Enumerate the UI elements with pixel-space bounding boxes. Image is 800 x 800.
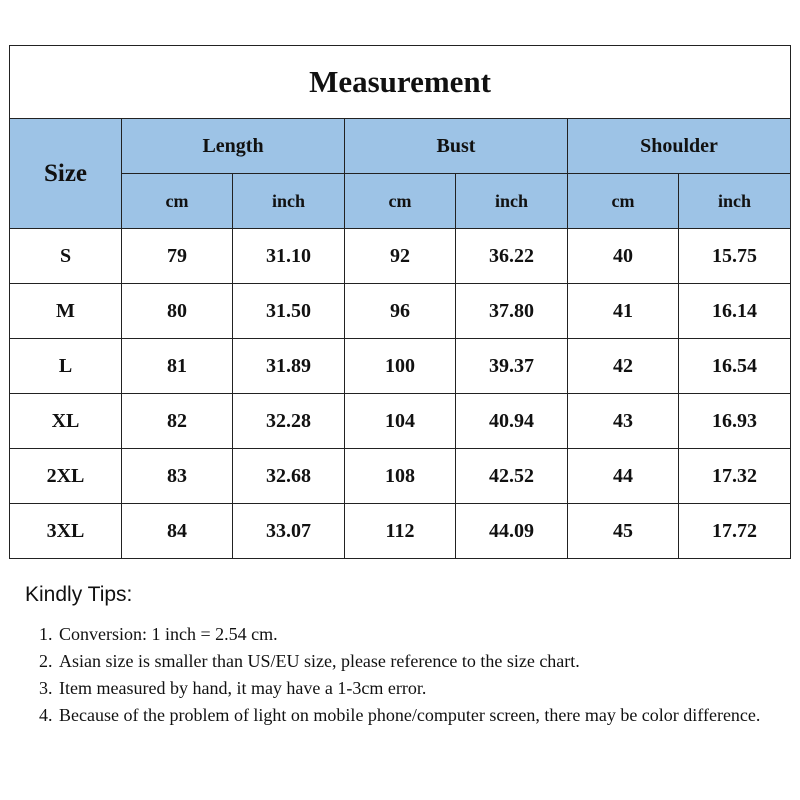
- value-cell: 83: [122, 449, 233, 504]
- value-cell: 45: [568, 504, 679, 559]
- value-cell: 36.22: [456, 229, 568, 284]
- size-cell: M: [10, 284, 122, 339]
- value-cell: 31.89: [233, 339, 345, 394]
- tip-item: 4. Because of the problem of light on mobile phone/computer screen, there may be color difference.: [57, 702, 795, 729]
- value-cell: 37.80: [456, 284, 568, 339]
- value-cell: 112: [345, 504, 456, 559]
- value-cell: 81: [122, 339, 233, 394]
- length-group-header: Length: [122, 119, 345, 174]
- bust-group-header: Bust: [345, 119, 568, 174]
- value-cell: 32.68: [233, 449, 345, 504]
- measurement-table: [9, 45, 791, 559]
- value-cell: 108: [345, 449, 456, 504]
- value-cell: 17.72: [679, 504, 791, 559]
- table-row: [10, 284, 791, 339]
- value-cell: 43: [568, 394, 679, 449]
- size-column-header: Size: [10, 119, 122, 229]
- value-cell: 100: [345, 339, 456, 394]
- value-cell: 82: [122, 394, 233, 449]
- table-row: [10, 229, 791, 284]
- table-title: Measurement: [10, 46, 791, 119]
- tips-list: [25, 621, 795, 729]
- units-row: [10, 174, 791, 229]
- value-cell: 44: [568, 449, 679, 504]
- size-cell: 3XL: [10, 504, 122, 559]
- value-cell: 16.93: [679, 394, 791, 449]
- table-row: [10, 394, 791, 449]
- value-cell: 39.37: [456, 339, 568, 394]
- unit-header: inch: [679, 174, 791, 229]
- value-cell: 32.28: [233, 394, 345, 449]
- value-cell: 104: [345, 394, 456, 449]
- tips-title: Kindly Tips:: [25, 583, 133, 606]
- value-cell: 31.50: [233, 284, 345, 339]
- shoulder-group-header: Shoulder: [568, 119, 791, 174]
- value-cell: 16.54: [679, 339, 791, 394]
- unit-header: cm: [568, 174, 679, 229]
- value-cell: 84: [122, 504, 233, 559]
- value-cell: 79: [122, 229, 233, 284]
- value-cell: 80: [122, 284, 233, 339]
- value-cell: 42.52: [456, 449, 568, 504]
- value-cell: 17.32: [679, 449, 791, 504]
- value-cell: 40: [568, 229, 679, 284]
- value-cell: 40.94: [456, 394, 568, 449]
- unit-header: cm: [345, 174, 456, 229]
- size-cell: XL: [10, 394, 122, 449]
- size-cell: 2XL: [10, 449, 122, 504]
- table-row: [10, 504, 791, 559]
- kindly-tips: [25, 583, 795, 729]
- unit-header: cm: [122, 174, 233, 229]
- value-cell: 42: [568, 339, 679, 394]
- unit-header: inch: [456, 174, 568, 229]
- tip-item: 3. Item measured by hand, it may have a 1-3cm error.: [57, 675, 795, 702]
- size-cell: L: [10, 339, 122, 394]
- value-cell: 44.09: [456, 504, 568, 559]
- tip-item: 2. Asian size is smaller than US/EU size, please reference to the size chart.: [57, 648, 795, 675]
- value-cell: 15.75: [679, 229, 791, 284]
- tip-item: 1. Conversion: 1 inch = 2.54 cm.: [57, 621, 795, 648]
- value-cell: 96: [345, 284, 456, 339]
- unit-header: inch: [233, 174, 345, 229]
- size-cell: S: [10, 229, 122, 284]
- table-row: [10, 449, 791, 504]
- value-cell: 31.10: [233, 229, 345, 284]
- value-cell: 41: [568, 284, 679, 339]
- table-row: [10, 339, 791, 394]
- value-cell: 92: [345, 229, 456, 284]
- value-cell: 33.07: [233, 504, 345, 559]
- value-cell: 16.14: [679, 284, 791, 339]
